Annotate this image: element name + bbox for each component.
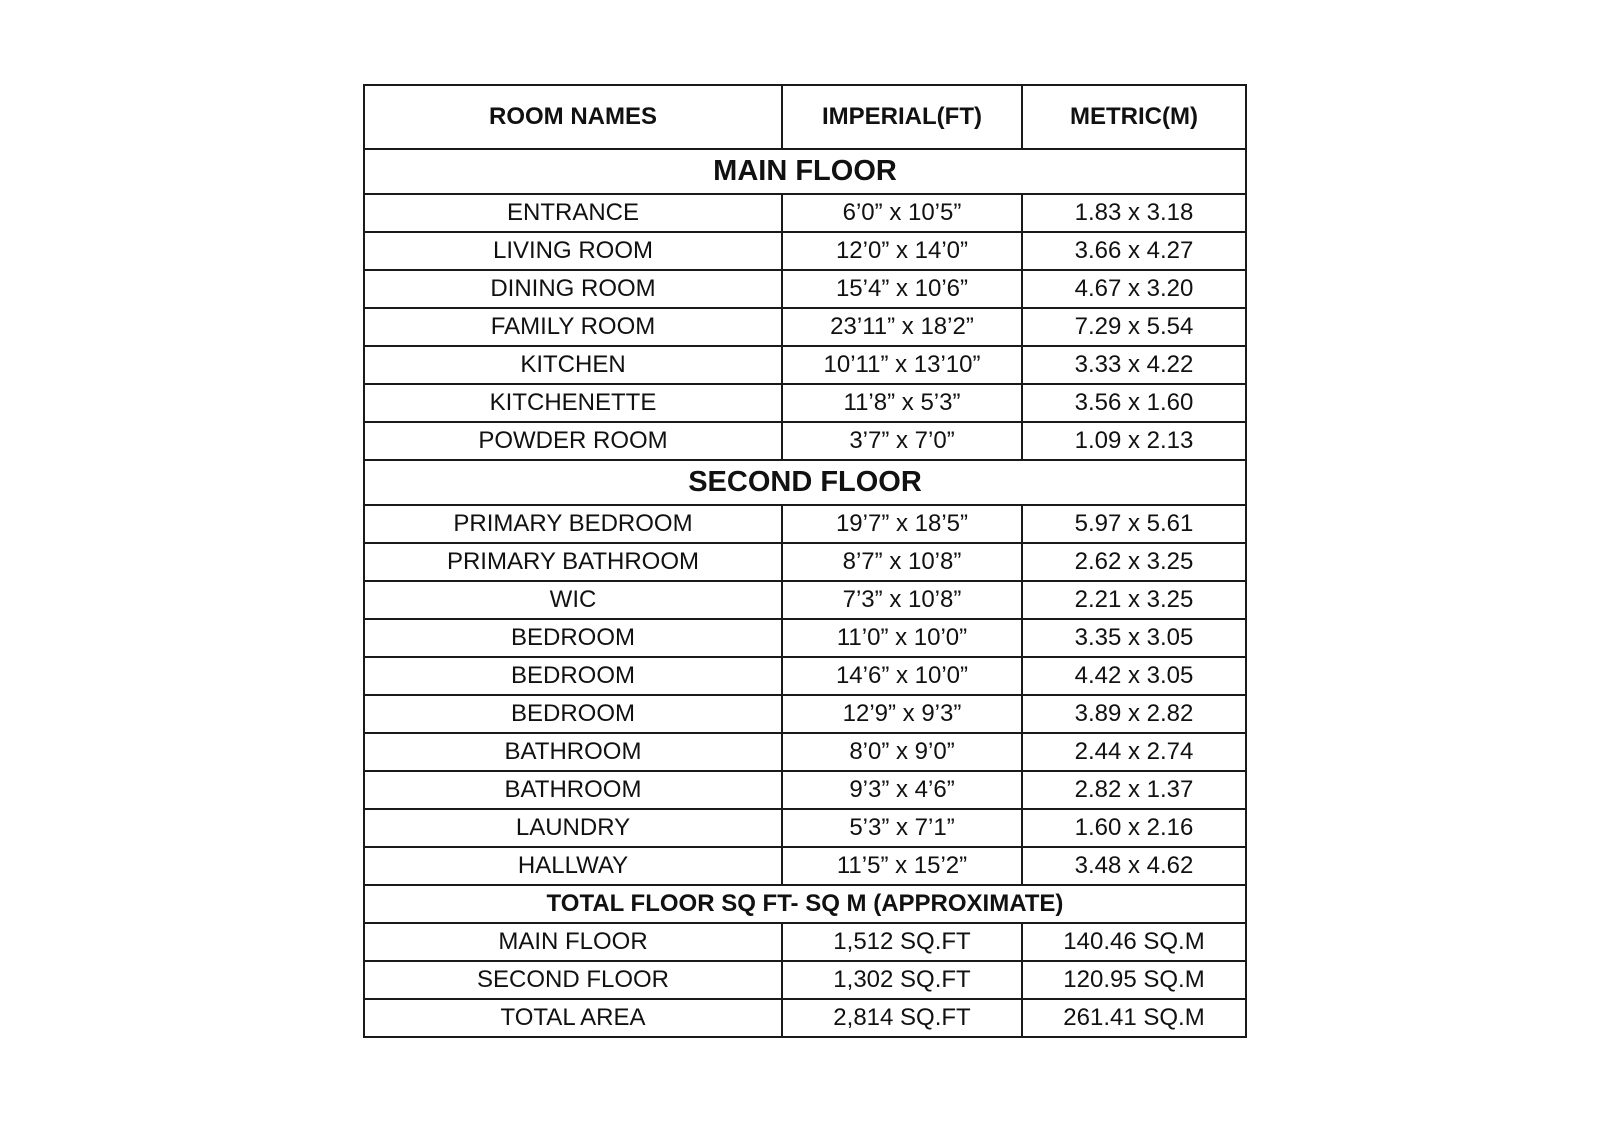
section-heading-totals: [364, 885, 1246, 923]
table-row: [364, 194, 1246, 232]
room-imperial: 11’0” x 10’0”: [782, 619, 1022, 657]
room-metric: 2.21 x 3.25: [1022, 581, 1246, 619]
room-imperial: 19’7” x 18’5”: [782, 505, 1022, 543]
room-name: PRIMARY BATHROOM: [364, 543, 782, 581]
table-row: [364, 809, 1246, 847]
room-name: BEDROOM: [364, 657, 782, 695]
room-imperial: 6’0” x 10’5”: [782, 194, 1022, 232]
room-metric: 1.83 x 3.18: [1022, 194, 1246, 232]
table-row: [364, 581, 1246, 619]
room-imperial: 12’0” x 14’0”: [782, 232, 1022, 270]
room-name: BEDROOM: [364, 695, 782, 733]
total-imperial: 1,302 SQ.FT: [782, 961, 1022, 999]
room-imperial: 23’11” x 18’2”: [782, 308, 1022, 346]
section-heading-main-floor: [364, 149, 1246, 194]
room-metric: 3.89 x 2.82: [1022, 695, 1246, 733]
room-imperial: 8’0” x 9’0”: [782, 733, 1022, 771]
room-metric: 5.97 x 5.61: [1022, 505, 1246, 543]
room-dimensions-table: [363, 84, 1247, 1038]
table-row: [364, 422, 1246, 460]
room-metric: 2.62 x 3.25: [1022, 543, 1246, 581]
table-row: [364, 695, 1246, 733]
table-row: [364, 346, 1246, 384]
room-name: POWDER ROOM: [364, 422, 782, 460]
room-name: BATHROOM: [364, 771, 782, 809]
section-title: MAIN FLOOR: [364, 149, 1246, 194]
table-row: [364, 232, 1246, 270]
total-metric: 120.95 SQ.M: [1022, 961, 1246, 999]
room-metric: 2.44 x 2.74: [1022, 733, 1246, 771]
header-metric: METRIC(M): [1022, 85, 1246, 149]
room-name: LAUNDRY: [364, 809, 782, 847]
total-imperial: 2,814 SQ.FT: [782, 999, 1022, 1037]
room-name: KITCHEN: [364, 346, 782, 384]
room-imperial: 10’11” x 13’10”: [782, 346, 1022, 384]
room-name: FAMILY ROOM: [364, 308, 782, 346]
table-row: [364, 847, 1246, 885]
total-label: TOTAL AREA: [364, 999, 782, 1037]
room-name: WIC: [364, 581, 782, 619]
room-name: PRIMARY BEDROOM: [364, 505, 782, 543]
room-metric: 3.48 x 4.62: [1022, 847, 1246, 885]
room-imperial: 12’9” x 9’3”: [782, 695, 1022, 733]
header-room-names: ROOM NAMES: [364, 85, 782, 149]
total-imperial: 1,512 SQ.FT: [782, 923, 1022, 961]
table-row: [364, 999, 1246, 1037]
section-heading-second-floor: [364, 460, 1246, 505]
room-name: BATHROOM: [364, 733, 782, 771]
table-row: [364, 619, 1246, 657]
room-imperial: 11’8” x 5’3”: [782, 384, 1022, 422]
total-metric: 261.41 SQ.M: [1022, 999, 1246, 1037]
table-row: [364, 543, 1246, 581]
total-label: SECOND FLOOR: [364, 961, 782, 999]
total-label: MAIN FLOOR: [364, 923, 782, 961]
table-row: [364, 505, 1246, 543]
room-imperial: 7’3” x 10’8”: [782, 581, 1022, 619]
table-row: [364, 961, 1246, 999]
room-imperial: 9’3” x 4’6”: [782, 771, 1022, 809]
room-metric: 1.09 x 2.13: [1022, 422, 1246, 460]
room-metric: 3.35 x 3.05: [1022, 619, 1246, 657]
room-metric: 1.60 x 2.16: [1022, 809, 1246, 847]
room-metric: 3.33 x 4.22: [1022, 346, 1246, 384]
room-metric: 2.82 x 1.37: [1022, 771, 1246, 809]
table-header-row: [364, 85, 1246, 149]
room-imperial: 8’7” x 10’8”: [782, 543, 1022, 581]
table-row: [364, 733, 1246, 771]
room-imperial: 5’3” x 7’1”: [782, 809, 1022, 847]
room-name: DINING ROOM: [364, 270, 782, 308]
table-row: [364, 923, 1246, 961]
room-metric: 3.66 x 4.27: [1022, 232, 1246, 270]
total-metric: 140.46 SQ.M: [1022, 923, 1246, 961]
room-name: ENTRANCE: [364, 194, 782, 232]
room-name: HALLWAY: [364, 847, 782, 885]
table-row: [364, 308, 1246, 346]
section-title: TOTAL FLOOR SQ FT- SQ M (APPROXIMATE): [364, 885, 1246, 923]
room-name: LIVING ROOM: [364, 232, 782, 270]
table-row: [364, 384, 1246, 422]
room-imperial: 14’6” x 10’0”: [782, 657, 1022, 695]
room-name: BEDROOM: [364, 619, 782, 657]
table-row: [364, 771, 1246, 809]
room-metric: 7.29 x 5.54: [1022, 308, 1246, 346]
room-name: KITCHENETTE: [364, 384, 782, 422]
section-title: SECOND FLOOR: [364, 460, 1246, 505]
room-metric: 3.56 x 1.60: [1022, 384, 1246, 422]
table-row: [364, 270, 1246, 308]
room-imperial: 11’5” x 15’2”: [782, 847, 1022, 885]
room-metric: 4.42 x 3.05: [1022, 657, 1246, 695]
header-imperial: IMPERIAL(FT): [782, 85, 1022, 149]
room-imperial: 15’4” x 10’6”: [782, 270, 1022, 308]
room-metric: 4.67 x 3.20: [1022, 270, 1246, 308]
room-imperial: 3’7” x 7’0”: [782, 422, 1022, 460]
table-row: [364, 657, 1246, 695]
